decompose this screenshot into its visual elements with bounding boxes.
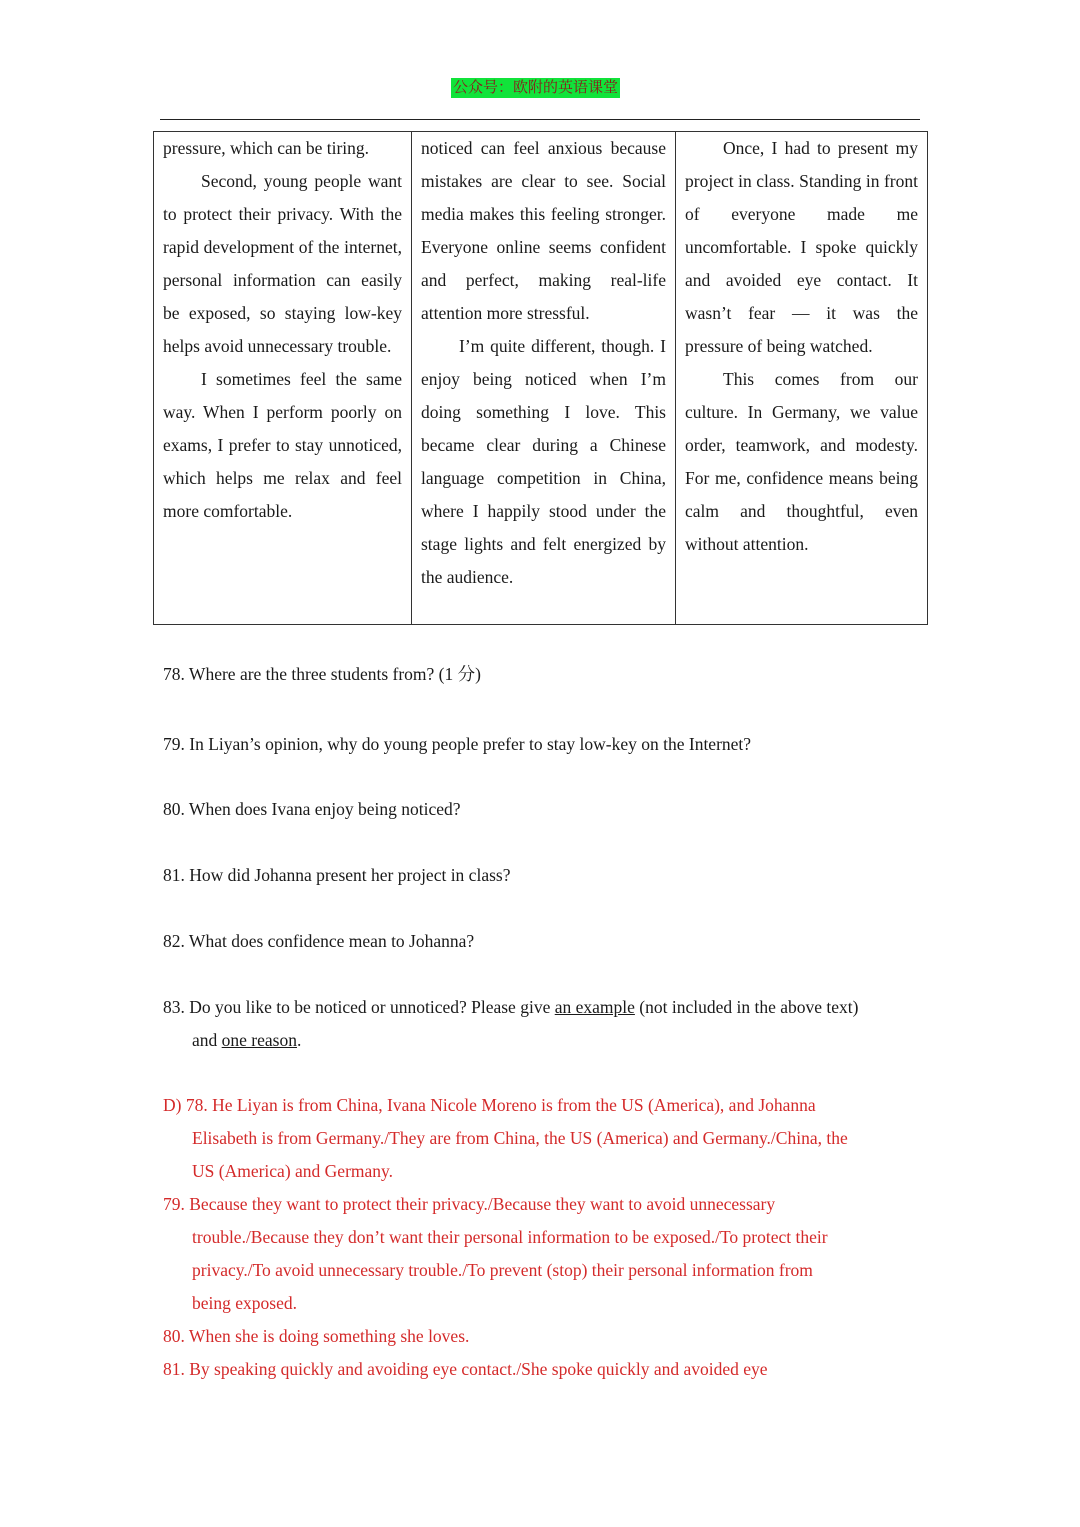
passage-column-2 [412, 132, 676, 625]
passage-column-1 [154, 132, 412, 625]
question-83-text: 83. Do you like to be noticed or unnoticed? Please give [163, 997, 555, 1017]
answer-80: 80. When she is doing something she loves. [163, 1326, 470, 1346]
passage-table [153, 131, 928, 625]
answer-79-line: being exposed. [192, 1293, 297, 1313]
header-rule [160, 119, 920, 120]
question-81: 81. How did Johanna present her project in class? [163, 865, 511, 885]
question-83-underline-example: an example [554, 997, 635, 1017]
answer-79-line: trouble./Because they don’t want their personal information to be exposed./To protect their [192, 1227, 828, 1247]
question-82: 82. What does confidence mean to Johanna? [163, 931, 475, 951]
passage-paragraph: I’m quite different, though. I enjoy being noticed when I’m doing something I love. This became clear during a Chinese language competition in China, where I happily stood under the stage lights and felt energized by the audience. [421, 336, 666, 587]
passage-paragraph: pressure, which can be tiring. [163, 138, 370, 158]
passage-column-3 [676, 132, 928, 625]
question-83-text: (not included in the above text) [634, 997, 859, 1017]
question-78: 78. Where are the three students from? (1 分) [163, 664, 481, 684]
answer-78-line: US (America) and Germany. [192, 1161, 394, 1181]
answer-78-line: Elisabeth is from Germany./They are from China, the US (America) and Germany./China, the [192, 1128, 848, 1148]
header-label: 公众号：欧附的英语课堂 [453, 80, 619, 96]
question-80: 80. When does Ivana enjoy being noticed? [163, 799, 461, 819]
passage-paragraph: noticed can feel anxious because mistakes are clear to see. Social media makes this feeling stronger. Everyone online seems confident and perfect, making real-life attention more stressful. [421, 138, 666, 323]
answer-81: 81. By speaking quickly and avoiding eye contact./She spoke quickly and avoided eye [163, 1359, 768, 1379]
answer-79-line: 79. Because they want to protect their privacy./Because they want to avoid unnecessary [163, 1194, 776, 1214]
passage-paragraph: Second, young people want to protect their privacy. With the rapid development of the internet, personal information can easily be exposed, so staying low-key helps avoid unnecessary trouble. [163, 171, 402, 356]
answer-79-line: privacy./To avoid unnecessary trouble./To prevent (stop) their personal information from [192, 1260, 813, 1280]
question-83 [163, 991, 858, 1024]
question-83-underline-reason: one reason [221, 1030, 297, 1050]
question-83-text: . [296, 1030, 302, 1050]
passage-paragraph: This comes from our culture. In Germany, we value order, teamwork, and modesty. For me, confidence means being calm and thoughtful, even without attention. [685, 369, 918, 554]
passage-paragraph: I sometimes feel the same way. When I perform poorly on exams, I prefer to stay unnoticed, which helps me relax and feel more comfortable. [163, 369, 402, 521]
answer-78-line: D) 78. He Liyan is from China, Ivana Nicole Moreno is from the US (America), and Johanna [163, 1095, 816, 1115]
passage-paragraph: Once, I had to present my project in class. Standing in front of everyone made me uncomfortable. I spoke quickly and avoided eye contact. It wasn’t fear — it was the pressure of being watched. [685, 138, 918, 356]
question-79: 79. In Liyan’s opinion, why do young people prefer to stay low-key on the Internet? [163, 734, 752, 754]
answer-block [163, 1089, 925, 1386]
question-83-cont [163, 1024, 301, 1057]
question-83-text: and [192, 1030, 222, 1050]
